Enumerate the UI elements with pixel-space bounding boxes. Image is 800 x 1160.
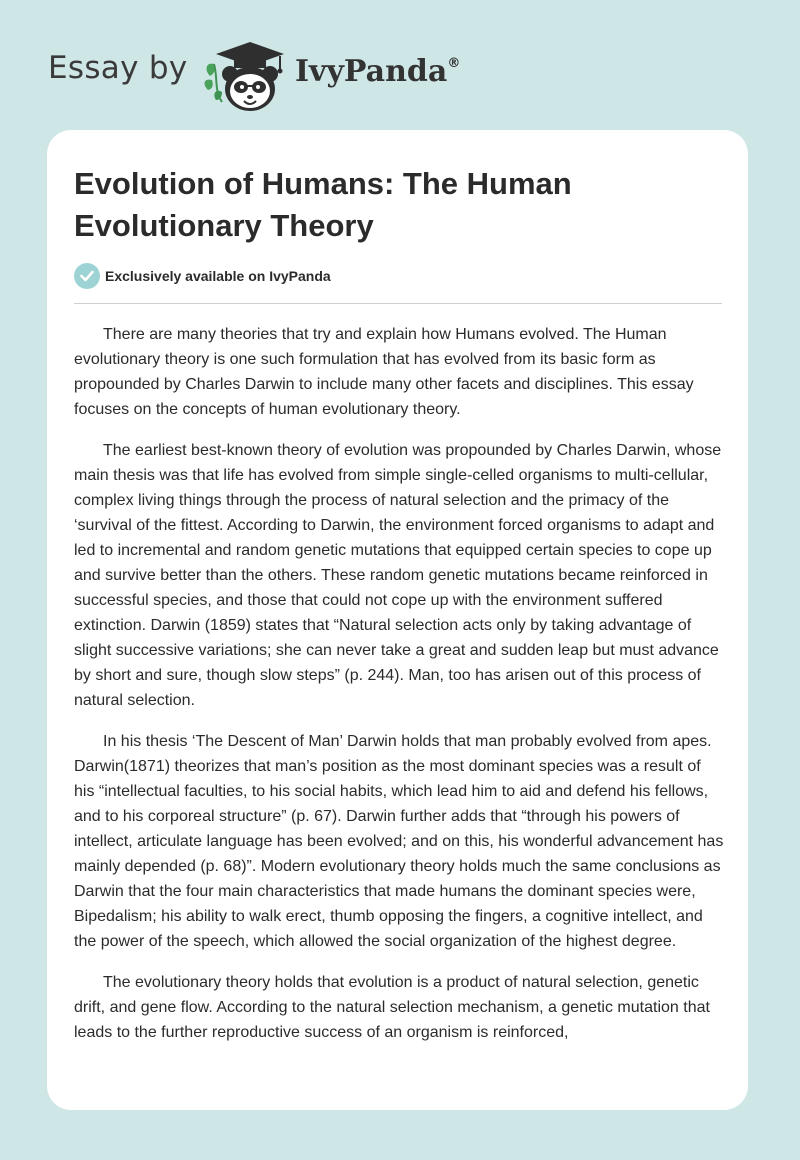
- badge-text: Exclusively available on IvyPanda: [105, 268, 331, 284]
- check-circle-icon: [74, 263, 100, 289]
- panda-graduate-icon[interactable]: [200, 34, 290, 114]
- brand-name[interactable]: IvyPanda®: [295, 54, 461, 89]
- site-header: [48, 34, 748, 114]
- paragraph: The earliest best-known theory of evolution was propounded by Charles Darwin, whose main thesis was that life has evolved from simple single-celled organisms to multi-cellular, complex living things through the process of natural selection and the primacy of the ‘survival of the fittest. According to Darwin, the environment forced organisms to adapt and led to incremental and random genetic mutations that equipped certain species to cope up and survive better than the others. These random genetic mutations became reinforced in successful species, and those that could not cope up with the environment suffered extinction. Darwin (1859) states that “Natural selection acts only by taking advantage of slight successive variations; she can never take a great and sudden leap but must advance by short and sure, though slow steps” (p. 244). Man, too has arisen out of this process of natural selection.: [74, 442, 722, 709]
- essay-body: [74, 322, 724, 1061]
- essay-title: Evolution of Humans: The Human Evolutionary Theory: [74, 166, 572, 243]
- essay-card: [47, 130, 748, 1110]
- paragraph: There are many theories that try and explain how Humans evolved. The Human evolutionary theory is one such formulation that has evolved from its basic form as propounded by Charles Darwin to include many other facets and disciplines. This essay focuses on the concepts of human evolutionary theory.: [74, 326, 694, 418]
- divider: [74, 303, 722, 304]
- registered-mark: ®: [447, 56, 461, 71]
- paragraph: The evolutionary theory holds that evolution is a product of natural selection, genetic drift, and gene flow. According to the natural selection mechanism, a genetic mutation that leads to the further reproductive success of an organism is reinforced,: [74, 974, 710, 1041]
- paragraph: In his thesis ‘The Descent of Man’ Darwin holds that man probably evolved from apes. Darwin(1871) theorizes that man’s position as the most dominant species was a result of his “intellectual faculties, to his social habits, which lead him to aid and defend his fellows, and to his corporeal structure” (p. 67). Darwin further adds that “through his powers of intellect, articulate language has been evolved; and on this, his wonderful advancement has mainly depended (p. 68)”. Modern evolutionary theory holds much the same conclusions as Darwin that the four main characteristics that made humans the dominant species were, Bipedalism; his ability to walk erect, thumb opposing the fingers, a cognitive intellect, and the power of the speech, which allowed the social organization of the highest degree.: [74, 733, 724, 950]
- essay-by-label: Essay by: [48, 50, 188, 86]
